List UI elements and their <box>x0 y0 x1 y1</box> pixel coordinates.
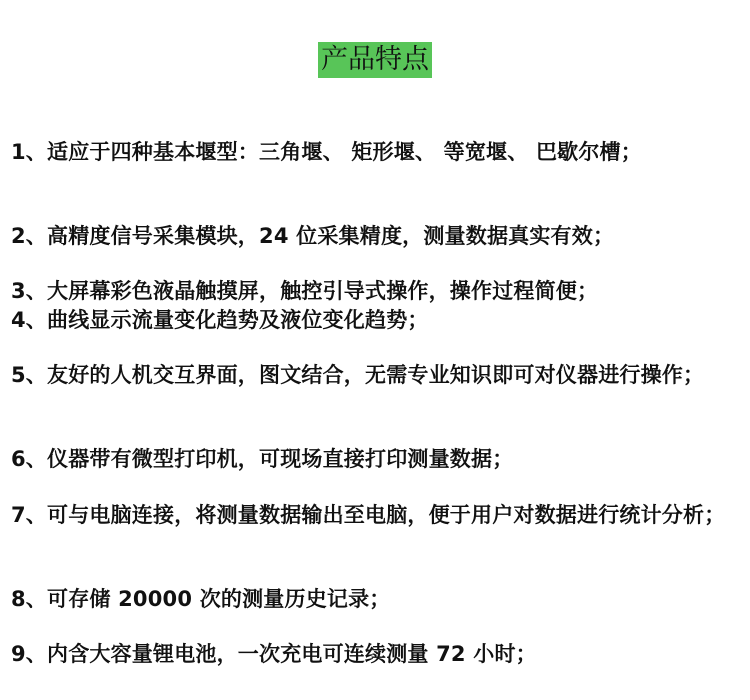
page-title: 产品特点 <box>318 42 432 78</box>
feature-item-8: 8、可存储 20000 次的测量历史记录； <box>11 587 391 611</box>
feature-item-9: 9、内含大容量锂电池，一次充电可连续测量 72 小时； <box>11 642 537 666</box>
feature-item-6: 6、仪器带有微型打印机，可现场直接打印测量数据； <box>11 447 514 471</box>
feature-item-7: 7、可与电脑连接，将测量数据输出至电脑，便于用户对数据进行统计分析； <box>11 503 726 527</box>
title-container <box>0 42 750 78</box>
feature-item-2: 2、高精度信号采集模块，24 位采集精度，测量数据真实有效； <box>11 224 615 248</box>
feature-item-4: 4、曲线显示流量变化趋势及液位变化趋势； <box>11 308 429 332</box>
feature-item-5: 5、友好的人机交互界面，图文结合，无需专业知识即可对仪器进行操作； <box>11 363 705 387</box>
feature-item-1: 1、适应于四种基本堰型：三角堰、 矩形堰、 等宽堰、 巴歇尔槽； <box>11 140 642 164</box>
feature-item-3: 3、大屏幕彩色液晶触摸屏，触控引导式操作，操作过程简便； <box>11 279 599 303</box>
